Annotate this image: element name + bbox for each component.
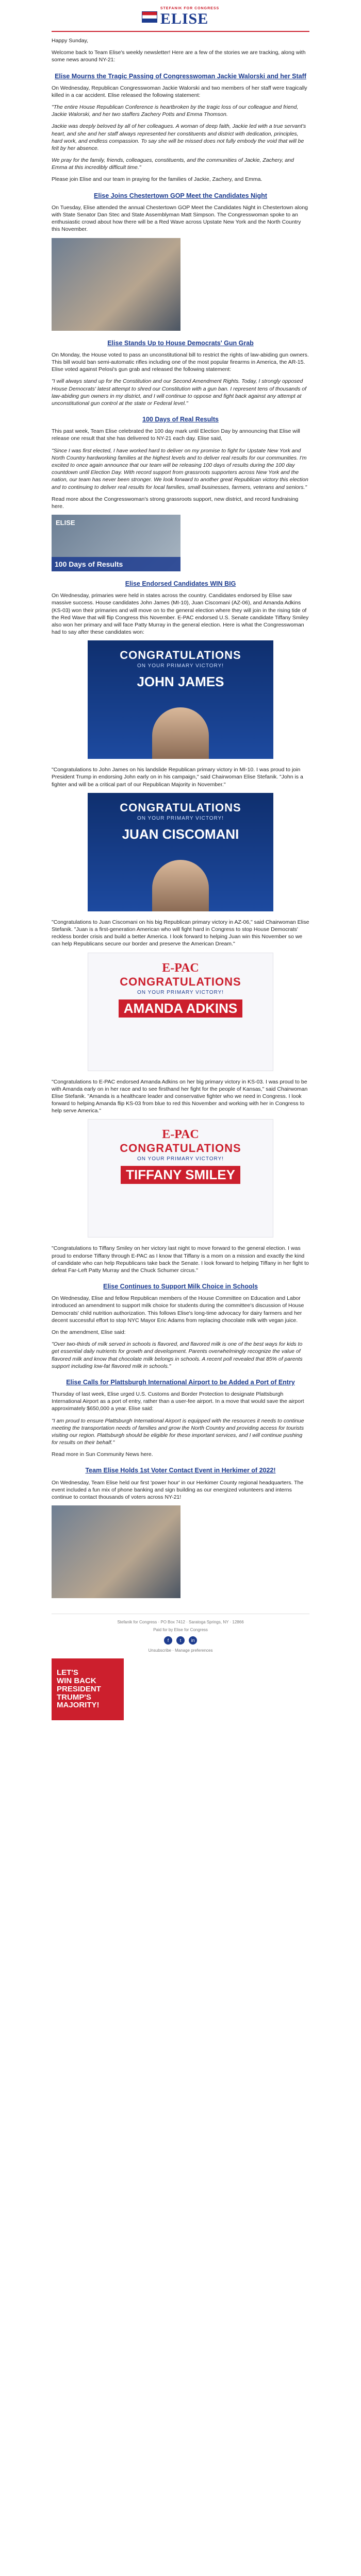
linkedin-icon[interactable]: in bbox=[189, 1636, 197, 1645]
section-title-plattsburgh: Elise Calls for Plattsburgh International Airport to be Added a Port of Entry bbox=[66, 1378, 295, 1386]
banner-name: JOHN JAMES bbox=[137, 674, 224, 690]
results-image-caption: 100 Days of Results bbox=[52, 557, 180, 571]
logo-text: ELISE bbox=[160, 10, 209, 27]
win-back-majority-banner[interactable] bbox=[52, 1658, 124, 1720]
candidate-photo bbox=[152, 707, 209, 759]
section-paragraph: On Tuesday, Elise attended the annual Chestertown GOP Meet the Candidates Night in Chestertown along with State Senator Dan Stec and State Assemblyman Matt Simpson. The Congresswoman spoke to an enthusiastic crowd about how there will be a Red Wave across Upstate New York and the North Country this November. bbox=[52, 204, 308, 233]
congrats-banner-john-james bbox=[88, 640, 273, 759]
herkimer-event-photo bbox=[52, 1505, 180, 1598]
section-paragraph: This past week, Team Elise celebrated the 100 day mark until Election Day by announcing that Elise will release one result that she has delivered to NY-21 each day. Elise said, bbox=[52, 428, 300, 442]
results-image-logo: ELISE bbox=[56, 519, 75, 527]
section-paragraph: On Wednesday, primaries were held in states across the country. Candidates endorsed by Elise saw massive success. House candidates John James (MI-10), Juan Ciscomani (AZ-06), and Amanda Adkins (KS-03) won their primaries and will move on to the general election where they will join in the rising tide of the Red Wave that will flip Congress this November. E-PAC endorsed U.S. Senate candidate Tiffany Smiley also won her primary and will face Patty Murray in the general election. Here is what the Congresswoman had to say after these candidates won: bbox=[52, 592, 309, 636]
section-title-chestertown: Elise Joins Chestertown GOP Meet the Candidates Night bbox=[94, 192, 267, 199]
greeting: Happy Sunday, bbox=[52, 38, 89, 44]
congrats-banner-tiffany-smiley bbox=[88, 1119, 273, 1238]
newsletter-footer bbox=[52, 1614, 309, 1653]
winback-line: LET'S bbox=[57, 1668, 78, 1677]
banner-name: TIFFANY SMILEY bbox=[121, 1166, 240, 1184]
section-quote: "I will always stand up for the Constitution and our Second Amendment Rights. Today, I strongly opposed House Democrats' latest attempt to shred our Constitution with a gun ban. I represent tens of thousands of law-abiding gun owners in my district, and I will continue to oppose and fight back against any attempt at unconstitutional gun control at the state or Federal level." bbox=[52, 378, 307, 406]
winback-line: PRESIDENT bbox=[57, 1684, 101, 1693]
footer-line: Stefanik for Congress · PO Box 7412 · Saratoga Springs, NY · 12866 bbox=[117, 1620, 244, 1625]
section-title-100-days: 100 Days of Real Results bbox=[142, 416, 219, 423]
logo-subtitle: STEFANIK FOR CONGRESS bbox=[160, 6, 220, 10]
winback-line: WIN BACK bbox=[57, 1676, 96, 1686]
banner-title: CONGRATULATIONS bbox=[120, 649, 241, 662]
twitter-icon[interactable]: t bbox=[176, 1636, 185, 1645]
banner-subtitle: ON YOUR PRIMARY VICTORY! bbox=[137, 989, 224, 995]
section-title-endorsed: Elise Endorsed Candidates WIN BIG bbox=[125, 580, 236, 588]
100-days-image[interactable] bbox=[52, 515, 180, 571]
flag-icon bbox=[142, 11, 157, 23]
endorsement-quote: "Congratulations to John James on his landslide Republican primary victory in MI-10. I was proud to join President Trump in endorsing John early on in his campaign," said Chairwoman Elise Stefanik. "John is a fighter and will be a critical part of our Republican Majority in November." bbox=[52, 767, 303, 788]
section-paragraph: On Wednesday, Elise and fellow Republican members of the House Committee on Education and Labor introduced an amendment to support milk choice for students during the committee's discussion of House Democrats' child nutrition authorization. This follows Elise's long-time advocacy for dairy farmers and her decent successful effort to stop NYC Mayor Eric Adams from replacing chocolate milk with vegan juice. bbox=[52, 1295, 304, 1324]
section-paragraph: Thursday of last week, Elise urged U.S. Customs and Border Protection to designate Plattsburgh International Airport as a port of entry, rather than a user-fee airport. In a move that would save the airport approximately $650,000 a year. Elise said: bbox=[52, 1391, 304, 1412]
epac-logo: E-PAC bbox=[162, 1128, 199, 1142]
banner-name: AMANDA ADKINS bbox=[119, 999, 243, 1018]
banner-title: CONGRATULATIONS bbox=[120, 1142, 241, 1155]
section-title-gun-grab: Elise Stands Up to House Democrats' Gun Grab bbox=[107, 339, 254, 347]
section-quote: "I am proud to ensure Plattsburgh International Airport is equipped with the resources it needs to continue meeting the transportation needs of families and grow the North Country and providing access for tourists visiting our region. Plattsburgh should be eligible for these important services, and I will continue pushing for results on their behalf." bbox=[52, 1417, 304, 1446]
candidate-photo bbox=[152, 860, 209, 911]
section-paragraph: Read more about the Congresswoman's strong grassroots support, new district, and record fundraising here. bbox=[52, 496, 299, 510]
newsletter-content bbox=[52, 0, 309, 1720]
section-paragraph: On the amendment, Elise said: bbox=[52, 1329, 126, 1335]
congrats-banner-amanda-adkins bbox=[88, 953, 273, 1071]
endorsement-quote: "Congratulations to E-PAC endorsed Amanda Adkins on her big primary victory in KS-03. I was proud to be with Amanda early on in her race and to see firsthand her fight for the people of Kansas," said Chairwoman Elise Stefanik. "Amanda is a healthcare leader and conservative fighter who we need in Congress. I look forward to helping Amanda flip KS-03 from blue to red this November and working with her in Congress to help serve America." bbox=[52, 1078, 308, 1114]
footer-unsubscribe[interactable]: Unsubscribe · Manage preferences bbox=[148, 1648, 213, 1653]
section-paragraph: On Monday, the House voted to pass an unconstitutional bill to restrict the rights of law-abiding gun owners. This bill would ban semi-automatic rifles including one of the most popular firearms in America, the AR-15. Elise voted against Pelosi's gun grab and released the following statement: bbox=[52, 351, 309, 373]
elise-logo[interactable] bbox=[142, 7, 219, 28]
section-paragraph: On Wednesday, Republican Congresswoman Jackie Walorski and two members of her staff were tragically killed in a car accident. Elise released the following statement: bbox=[52, 84, 307, 98]
banner-title: CONGRATULATIONS bbox=[120, 975, 241, 988]
congrats-banner-juan-ciscomani bbox=[88, 793, 273, 911]
section-quote: "Over two-thirds of milk served in schools is flavored, and flavored milk is one of the best ways for kids to get essential daily nutrients for growth and development. Parents overwhelmingly recognize the value of flavored milk and know that chocolate milk belongs in schools. A recent poll revealed that 85% of parents support including low-fat flavored milk in schools." bbox=[52, 1341, 303, 1369]
section-paragraph: Read more in Sun Community News here. bbox=[52, 1451, 153, 1458]
section-paragraph: Please join Elise and our team in praying for the families of Jackie, Zachery, and Emma. bbox=[52, 176, 262, 183]
banner-title: CONGRATULATIONS bbox=[120, 801, 241, 814]
newsletter-header bbox=[52, 3, 309, 32]
banner-subtitle: ON YOUR PRIMARY VICTORY! bbox=[137, 815, 224, 821]
endorsement-quote: "Congratulations to Tiffany Smiley on her victory last night to move forward to the general election. I was proud to endorse Tiffany through E-PAC as I know that Tiffany is a mom on a mission and exactly the kind of candidate who can help Republicans take back the Senate. I look forward to helping Tiffany in her fight to defeat Far-Left Patty Murray and the Chuck Schumer circus." bbox=[52, 1245, 309, 1274]
facebook-icon[interactable]: f bbox=[164, 1636, 172, 1645]
section-quote: Jackie was deeply beloved by all of her colleagues. A woman of deep faith, Jackie led with a true servant's heart, and she and her staff always represented her constituents and district with dedication, principles, hard work, and endless compassion. To say she will be missed does not fully embody the void that will be felt by her absence. bbox=[52, 123, 306, 151]
section-title-milk-choice: Elise Continues to Support Milk Choice in Schools bbox=[103, 1283, 258, 1291]
epac-logo: E-PAC bbox=[162, 961, 199, 975]
section-quote: "The entire House Republican Conference is heartbroken by the tragic loss of our colleague and friend, Jackie Walorski, and her two staffers Zachery Potts and Emma Thomson. bbox=[52, 104, 299, 118]
intro-text: Welcome back to Team Elise's weekly newsletter! Here are a few of the stories we are tracking, along with some news around NY-21: bbox=[52, 49, 306, 63]
banner-name: JUAN CISCOMANI bbox=[122, 826, 239, 842]
footer-line: Paid for by Elise for Congress bbox=[153, 1628, 208, 1633]
section-title-voter-contact: Team Elise Holds 1st Voter Contact Event in Herkimer of 2022! bbox=[85, 1467, 276, 1475]
endorsement-quote: "Congratulations to Juan Ciscomani on his big Republican primary victory in AZ-06," said Chairwoman Elise Stefanik. "Juan is a first-generation American who will fight hard in Congress to stop House Democrats' reckless border crisis and build a better America. I look forward to helping Juan win this November so we can help Republicans secure our border and preserve the American Dream." bbox=[52, 919, 309, 947]
section-paragraph: On Wednesday, Team Elise held our first 'power hour' in our Herkimer County regional headquarters. The event included a fun mix of phone banking and sign building as our energized volunteers and interns continue to contact thousands of voters across NY-21! bbox=[52, 1479, 304, 1501]
winback-line: MAJORITY! bbox=[57, 1701, 100, 1710]
section-quote: "Since I was first elected, I have worked hard to deliver on my promise to fight for Upstate New York and North Country hardworking families at the highest levels and to deliver real results for our communities. I'm excited to once again announce that our team will be releasing 100 days of results during the 100 day countdown until Election Day. With record support from grassroots supporters across New York and the nation, our team has never been stronger. We look forward to another great Republican victory this election and to continuing to deliver real results for local families, small businesses, farmers, veterans and seniors." bbox=[52, 447, 308, 490]
winback-line: TRUMP'S bbox=[57, 1692, 91, 1702]
banner-subtitle: ON YOUR PRIMARY VICTORY! bbox=[137, 663, 224, 669]
chestertown-photo bbox=[52, 238, 180, 331]
banner-subtitle: ON YOUR PRIMARY VICTORY! bbox=[137, 1156, 224, 1162]
social-links bbox=[52, 1636, 309, 1645]
section-quote: We pray for the family, friends, colleagues, constituents, and the communities of Jackie, Zachery, and Emma at this incredibly difficult time." bbox=[52, 157, 294, 171]
section-title-walorski: Elise Mourns the Tragic Passing of Congresswoman Jackie Walorski and her Staff bbox=[55, 72, 306, 80]
